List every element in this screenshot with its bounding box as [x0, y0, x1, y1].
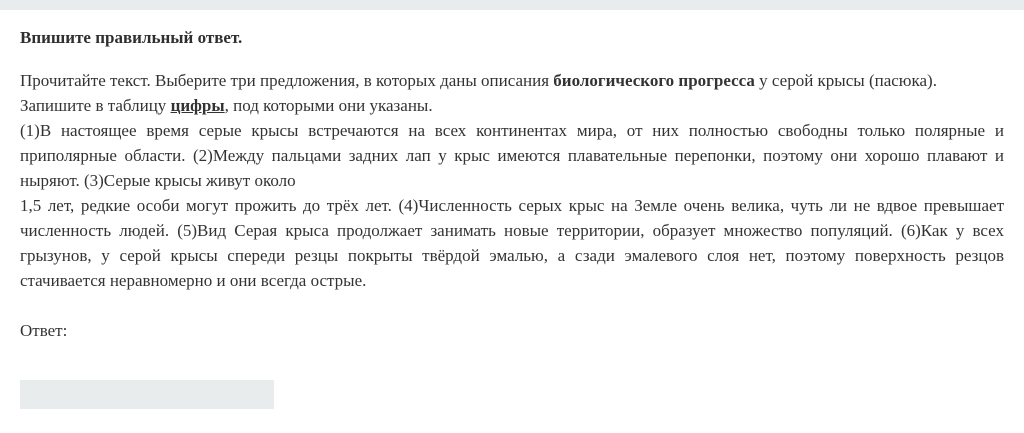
task-intro: [20, 68, 1004, 93]
intro-text-end: у серой крысы (пасюка).: [754, 71, 937, 90]
top-bar: [0, 0, 1024, 10]
line2-text: Запишите в таблицу: [20, 96, 171, 115]
sentences-part-1: (1)В настоящее время серые крысы встречаются на всех континентах мира, от них полностью свободны только полярные и приполярные области. (2)Между пальцами задних лап у крыс имеются плавательные перепонки, поэтому они хорошо плавают и ныряют. (3)Серые крысы живут около: [20, 121, 1004, 190]
task-text: [20, 68, 1004, 293]
intro-text: Прочитайте текст. Выберите три предложения, в которых даны описания: [20, 71, 554, 90]
sentences-part-2: 1,5 лет, редкие особи могут прожить до трёх лет. (4)Численность серых крыс на Земле очень велика, чуть ли не вдвое превышает численность людей. (5)Вид Серая крыса продолжает занимать новые территории, образует множество популяций. (6)Как у всех грызунов, у серой крысы спереди резцы покрыты твёрдой эмалью, а сзади эмалевого слоя нет, поэтому поверхность резцов стачивается неравномерно и они всегда острые.: [20, 196, 1004, 290]
question-container: [0, 27, 1024, 409]
answer-input[interactable]: [20, 380, 274, 409]
intro-bold-term: биологического прогресса: [553, 71, 755, 90]
instruction-text: Впишите правильный ответ.: [20, 28, 243, 47]
task-instruction-line: [20, 93, 1004, 118]
answer-label: Ответ:: [20, 321, 68, 340]
line2-text-end: , под которыми они указаны.: [224, 96, 433, 115]
digits-emphasis: цифры: [170, 96, 225, 115]
